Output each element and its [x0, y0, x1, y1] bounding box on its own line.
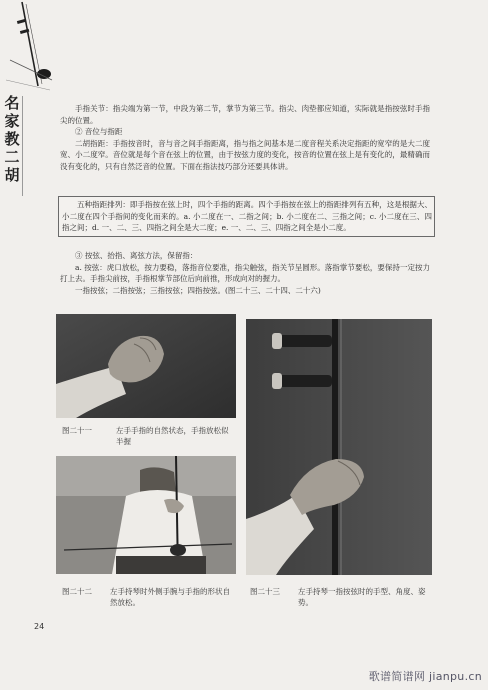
paragraph-finger-joints: 手指关节：指尖端为第一节，中段为第二节，掌节为第三节。指尖、肉垫都应知道，实际就是指按弦时手指尖的位置。: [60, 104, 430, 125]
paragraph-finger-list: 一指按弦；二指按弦；三指按弦；四指按弦。(图二十三、二十四、二十六): [75, 285, 321, 295]
photo-first-finger-pressing: [246, 319, 432, 575]
fig21-label: 图二十一: [62, 426, 92, 435]
photo-left-hand-relaxed: [56, 314, 236, 418]
fig23-label: 图二十三: [250, 587, 280, 596]
site-watermark: 歌谱简谱网 jianpu.cn: [368, 670, 482, 683]
paragraph-press-method: a. 按弦：虎口放松，按力要稳，落指音位要准，指尖触弦，指关节呈圆形。落指掌节要松，要保持一定按力打上去。手指尖前按，手指根掌节部位后向前推，形成向对的握力。: [60, 262, 430, 283]
paragraph-five-arrangements: 五种指距排列：即手指按在弦上时，四个手指的距离。四个手指按在弦上的指距排列有五种，这是根据大、小二度在四个手指间的变化而来的。a. 小二度在一、二指之间；b. 小二度在二、三指之间；c. 小二度在三、四指之间；d. 一、二、三、四指之间全是大二度；e. 一、二、三、四指之间全是小二度。: [62, 200, 432, 232]
book-series-title: [4, 94, 20, 184]
sidebar-divider: [22, 96, 23, 196]
press-text: [60, 250, 430, 296]
photo-player-holding-erhu: [56, 456, 236, 574]
fig23-text: 左手持琴一指按弦时的手型、角度、姿势。: [298, 587, 426, 607]
title-char: 家: [4, 112, 20, 130]
section-heading-position: ② 音位与指距: [75, 127, 123, 136]
page-number: 24: [34, 622, 45, 631]
intro-text: [60, 103, 430, 172]
boxed-paragraph: [58, 196, 435, 237]
caption-fig21: [62, 425, 238, 449]
title-char: 教: [4, 130, 20, 148]
caption-fig23: [250, 586, 434, 610]
fig21-text: 左手手指的自然状态，手指放松似半握: [116, 426, 229, 446]
title-char: 名: [4, 94, 20, 112]
title-char: 胡: [4, 166, 20, 184]
fig22-text: 左手持琴时外侧手腕与手指的形状自然放松。: [110, 587, 230, 607]
section-heading-press: ③ 按弦、抬指、离弦方法，保留指：: [75, 251, 198, 260]
title-char: 二: [4, 148, 20, 166]
fig22-label: 图二十二: [62, 587, 92, 596]
erhu-illustration-icon: [4, 0, 54, 92]
paragraph-finger-distance: 二胡指距：手指按音时，音与音之间手指距离，指与指之间基本是二度音程关系决定指距的宽窄的是大二度宽、小二度窄。音位就是每个音在弦上的位置，由于按弦力度的变化，按音的位置在弦上是有变化的，最精确而没有变化的，只有自然泛音的位置。下面在指法技巧部分还要具体讲。: [60, 138, 430, 171]
caption-fig22: [62, 586, 238, 610]
